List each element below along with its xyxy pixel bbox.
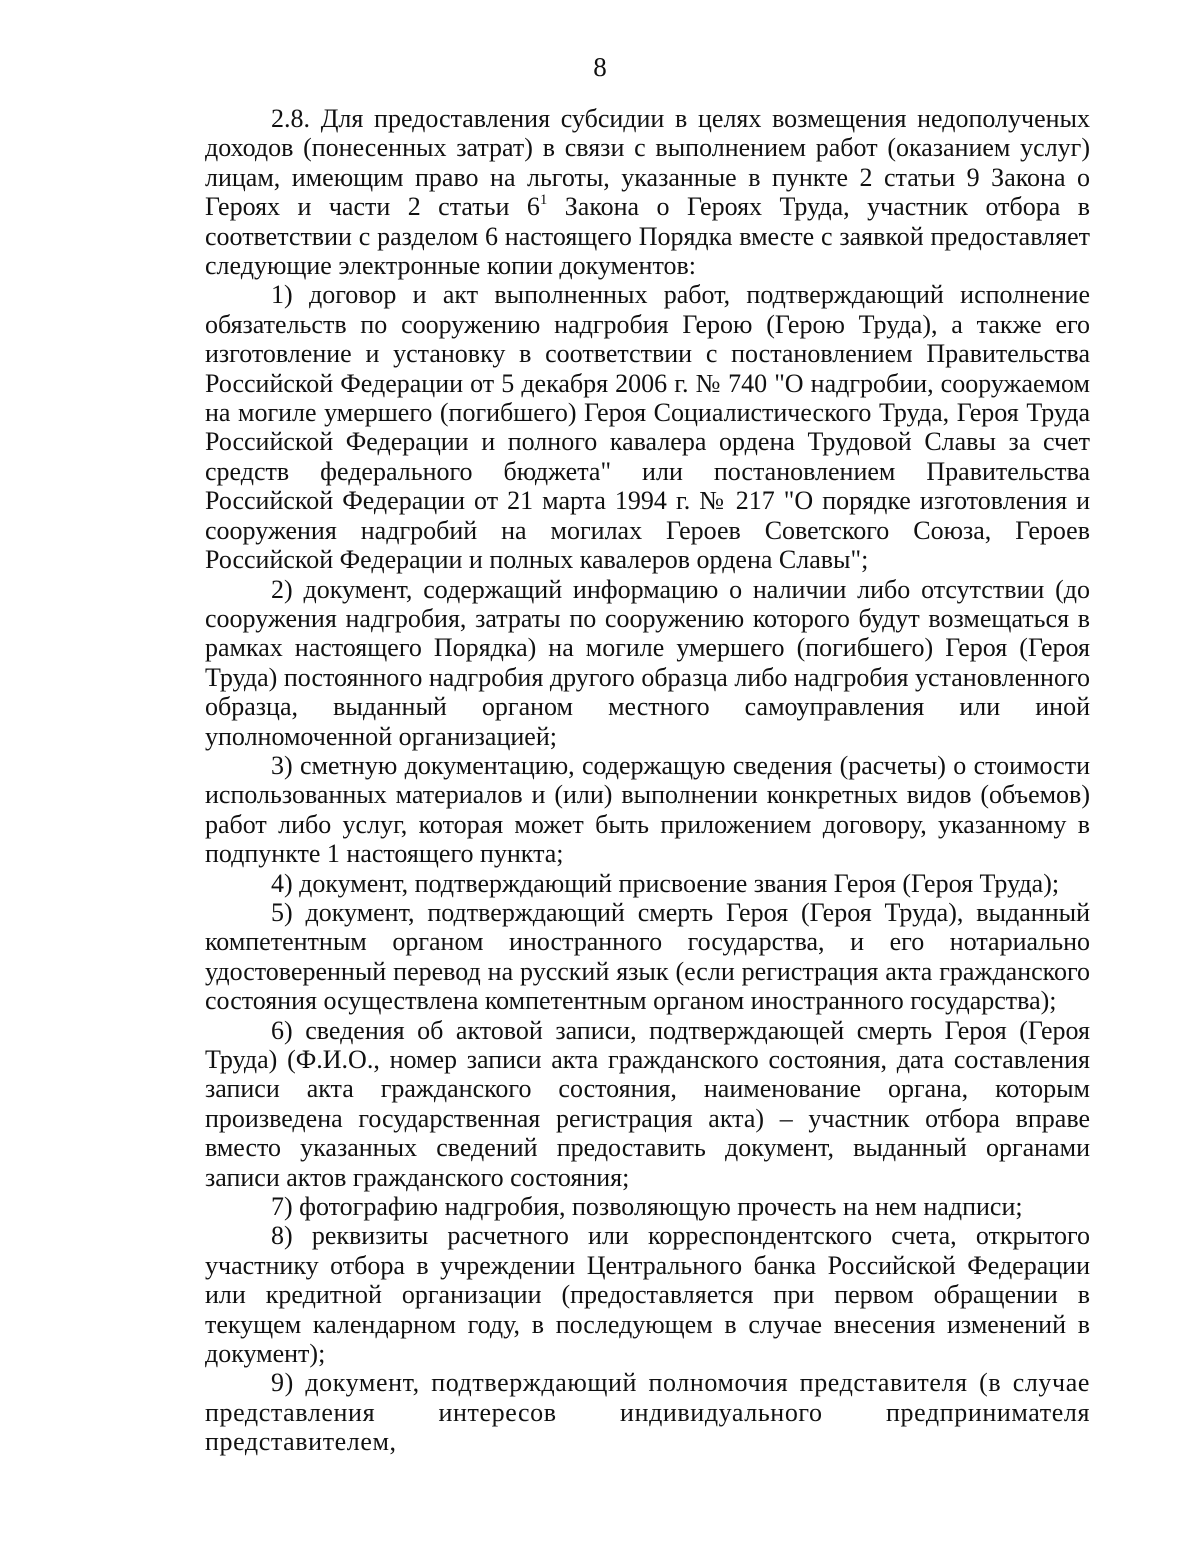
paragraph-2-8-text-cont: Закона о Героях Труда, участник отбора в соответствии с разделом 6 настоящего Порядка вместе с заявкой предоставляет следующие электронные копии документов: [205, 192, 1091, 281]
list-item-4: 4) документ, подтверждающий присвоение звания Героя (Героя Труда); [271, 868, 1060, 898]
list-item-1: 1) договор и акт выполненных работ, подтверждающий исполнение обязательств по сооружению надгробия Герою (Герою Труда), а также его изготовление и установку в соответствии с постановлением Правительства Российской Федерации от 5 декабря 2006 г. № 740 "О надгробии, сооружаемом на могиле умершего (погибшего) Героя Социалистического Труда, Героя Труда Российской Федерации и полного кавалера ордена Трудовой Славы за счет средств федерального бюджета" или постановлением Правительства Российской Федерации от 21 марта 1994 г. № 217 "О порядке изготовления и сооружения надгробий на могилах Героев Советского Союза, Героев Российской Федерации и полных кавалеров ордена Славы"; [205, 280, 1090, 575]
footnote-superscript: 1 [539, 192, 548, 209]
page-number: 8 [593, 52, 607, 82]
list-item-5: 5) документ, подтверждающий смерть Героя (Героя Труда), выданный компетентным органом иностранного государства, и его нотариально удостоверенный перевод на русский язык (если регистрация акта гражданского состояния осуществлена компетентным органом иностранного государства); [205, 897, 1090, 1016]
list-item-3: 3) сметную документацию, содержащую сведения (расчеты) о стоимости использованных материалов и (или) выполнении конкретных видов (объемов) работ либо услуг, которая может быть приложением договору, указанному в подпункте 1 настоящего пункта; [205, 750, 1090, 869]
paragraph-2-8 [205, 104, 1090, 280]
list-item-8: 8) реквизиты расчетного или корреспондентского счета, открытого участнику отбора в учреждении Центрального банка Российской Федерации или кредитной организации (предоставляется при первом обращении в текущем календарном году, в последующем в случае внесения изменений в документ); [205, 1221, 1090, 1369]
document-body [205, 104, 1090, 1457]
list-item-6: 6) сведения об актовой записи, подтверждающей смерть Героя (Героя Труда) (Ф.И.О., номер записи акта гражданского состояния, дата составления записи акта гражданского состояния, наименование органа, которым произведена государственная регистрация акта) – участник отбора вправе вместо указанных сведений предоставить документ, выданный органами записи актов гражданского состояния; [205, 1015, 1090, 1192]
list-item-2: 2) документ, содержащий информацию о наличии либо отсутствии (до сооружения надгробия, затраты по сооружению которого будут возмещаться в рамках настоящего Порядка) на могиле умершего (погибшего) Героя (Героя Труда) постоянного надгробия другого образца либо надгробия установленного образца, выданный органом местного самоуправления или иной уполномоченной организацией; [205, 574, 1090, 751]
paragraph-2-8-text: 2.8. Для предоставления субсидии в целях возмещения недополученых доходов (понесенных затрат) в связи с выполнением работ (оказанием услуг) лицам, имеющим право на льготы, указанные в пункте 2 статьи 9 Закона о Героях и части 2 статьи 6 [205, 104, 1090, 222]
list-item-9: 9) документ, подтверждающий полномочия представителя (в случае представления интересов индивидуального предпринимателя представителем, [205, 1368, 1090, 1457]
list-item-7: 7) фотографию надгробия, позволяющую прочесть на нем надписи; [271, 1192, 1023, 1222]
